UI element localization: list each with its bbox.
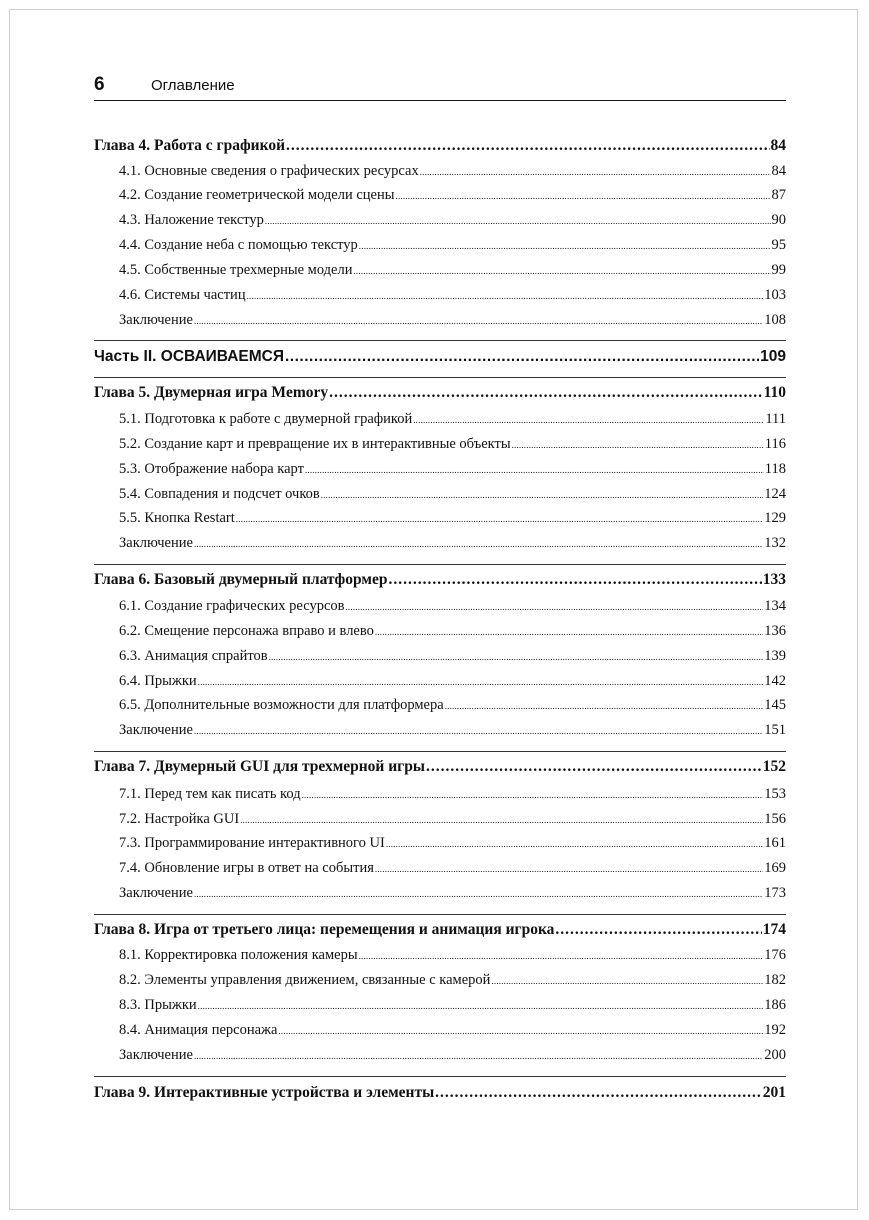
toc-entry-page: 108 (764, 312, 786, 328)
toc-conclusion-7[interactable] (119, 885, 786, 907)
toc-entry-title: Заключение (119, 722, 193, 738)
dot-leader (426, 758, 762, 776)
toc-entry-page: 161 (764, 835, 786, 851)
toc-entry-title: Глава 8. Игра от третьего лица: перемещения и анимация игрока (94, 921, 555, 938)
dot-leader (359, 237, 771, 254)
dot-leader (194, 312, 763, 329)
toc-entry-title: 4.4. Создание неба с помощью текстур (119, 237, 358, 253)
dot-leader (305, 461, 764, 478)
toc-entry-title: 4.3. Наложение текстур (119, 212, 264, 228)
toc-section-6-5[interactable] (119, 697, 786, 719)
toc-entry-page: 176 (764, 947, 786, 963)
toc-entry-page: 95 (771, 237, 786, 253)
dot-leader (375, 860, 763, 877)
toc-entry-title: 8.2. Элементы управления движением, связанные с камерой (119, 972, 491, 988)
dot-leader (265, 212, 771, 229)
dot-leader (435, 1084, 762, 1102)
toc-section-6-3[interactable] (119, 648, 786, 670)
toc-conclusion-8[interactable] (119, 1047, 786, 1069)
toc-section-6-4[interactable] (119, 673, 786, 695)
toc-section-6-1[interactable] (119, 598, 786, 620)
toc-entry-title: 6.4. Прыжки (119, 673, 197, 689)
dot-leader (555, 921, 761, 939)
toc-entry-page: 139 (764, 648, 786, 664)
dot-leader (198, 673, 764, 690)
toc-section-4-3[interactable] (119, 212, 786, 234)
toc-entry-page: 136 (764, 623, 786, 639)
toc-entry-title: 7.2. Настройка GUI (119, 811, 240, 827)
dot-leader (329, 384, 762, 402)
toc-entry-page: 84 (771, 163, 786, 179)
dot-leader (420, 163, 771, 180)
toc-entry-title: 6.3. Анимация спрайтов (119, 648, 268, 664)
toc-section-7-4[interactable] (119, 860, 786, 882)
toc-section-4-4[interactable] (119, 237, 786, 259)
dot-leader (247, 287, 764, 304)
toc-entry-title: Глава 7. Двумерный GUI для трехмерной игры (94, 758, 425, 775)
toc-entry-page: 99 (771, 262, 786, 278)
dot-leader (445, 697, 764, 714)
dot-leader (491, 972, 763, 989)
toc-entry-title: Заключение (119, 1047, 193, 1063)
toc-section-7-2[interactable] (119, 811, 786, 833)
dot-leader (353, 262, 770, 279)
toc-entry-page: 84 (770, 137, 786, 154)
toc-section-7-1[interactable] (119, 786, 786, 808)
toc-entry-title: 7.1. Перед тем как писать код (119, 786, 301, 802)
divider (94, 340, 786, 341)
dot-leader (302, 786, 764, 803)
dot-leader (388, 571, 761, 589)
toc-section-8-4[interactable] (119, 1022, 786, 1044)
toc-entry-title: 8.1. Корректировка положения камеры (119, 947, 358, 963)
dot-leader (286, 137, 769, 155)
toc-entry-page: 111 (765, 411, 786, 427)
toc-entry-page: 87 (771, 187, 786, 203)
toc-entry-title: 5.5. Кнопка Restart (119, 510, 235, 526)
dot-leader (413, 411, 764, 428)
divider (94, 1076, 786, 1077)
toc-entry-page: 145 (764, 697, 786, 713)
toc-section-5-2[interactable] (119, 436, 786, 458)
dot-leader (194, 885, 763, 902)
toc-chapter-9[interactable] (94, 1084, 786, 1106)
toc-entry-page: 152 (762, 758, 786, 775)
page-header (94, 72, 786, 101)
toc-entry-page: 151 (764, 722, 786, 738)
toc-section-4-1[interactable] (119, 163, 786, 185)
toc-entry-page: 103 (764, 287, 786, 303)
toc-section-8-2[interactable] (119, 972, 786, 994)
toc-section-7-3[interactable] (119, 835, 786, 857)
toc-entry-title: 4.1. Основные сведения о графических ресурсах (119, 163, 419, 179)
toc-entry-title: 5.4. Совпадения и подсчет очков (119, 486, 320, 502)
toc-entry-page: 116 (764, 436, 786, 452)
toc-entry-page: 90 (771, 212, 786, 228)
toc-section-4-2[interactable] (119, 187, 786, 209)
toc-entry-title: 4.5. Собственные трехмерные модели (119, 262, 353, 278)
dot-leader (386, 835, 763, 852)
toc-entry-title: Заключение (119, 535, 193, 551)
toc-section-4-5[interactable] (119, 262, 786, 284)
dot-leader (321, 486, 764, 503)
toc-chapter-7[interactable] (94, 758, 786, 780)
toc-entry-page: 124 (764, 486, 786, 502)
toc-entry-title: 4.2. Создание геометрической модели сцены (119, 187, 395, 203)
toc-entry-title: 6.2. Смещение персонажа вправо и влево (119, 623, 374, 639)
toc-entry-title: 6.1. Создание графических ресурсов (119, 598, 345, 614)
toc-entry-page: 133 (762, 571, 786, 588)
toc-entry-title: 7.3. Программирование интерактивного UI (119, 835, 385, 851)
toc-entry-title: 5.2. Создание карт и превращение их в интерактивные объекты (119, 436, 511, 452)
dot-leader (194, 722, 763, 739)
dot-leader (285, 348, 759, 366)
toc-entry-page: 182 (764, 972, 786, 988)
dot-leader (236, 510, 763, 527)
toc-section-5-5[interactable] (119, 510, 786, 532)
toc-section-4-6[interactable] (119, 287, 786, 309)
toc-part-2[interactable] (94, 348, 786, 370)
toc-chapter-6[interactable] (94, 571, 786, 593)
toc-conclusion-4[interactable] (119, 312, 786, 334)
toc-entry-title: Заключение (119, 885, 193, 901)
dot-leader (240, 811, 763, 828)
dot-leader (359, 947, 764, 964)
toc-entry-page: 109 (760, 348, 786, 365)
toc-entry-page: 134 (764, 598, 786, 614)
toc-entry-title: Заключение (119, 312, 193, 328)
toc-entry-title: 5.1. Подготовка к работе с двумерной графикой (119, 411, 413, 427)
dot-leader (278, 1022, 763, 1039)
toc-entry-page: 153 (764, 786, 786, 802)
toc-chapter-8[interactable] (94, 921, 786, 943)
toc-entry-page: 132 (764, 535, 786, 551)
toc-chapter-5[interactable] (94, 384, 786, 406)
toc-entry-page: 118 (764, 461, 786, 477)
toc-entry-title: Глава 5. Двумерная игра Memory (94, 384, 329, 401)
dot-leader (396, 187, 771, 204)
toc-conclusion-5[interactable] (119, 535, 786, 557)
toc-entry-title: 4.6. Системы частиц (119, 287, 246, 303)
toc-entry-page: 200 (764, 1047, 786, 1063)
toc-conclusion-6[interactable] (119, 722, 786, 744)
toc-entry-page: 110 (763, 384, 786, 401)
toc-section-8-1[interactable] (119, 947, 786, 969)
dot-leader (269, 648, 764, 665)
toc-section-6-2[interactable] (119, 623, 786, 645)
toc-entry-title: 7.4. Обновление игры в ответ на события (119, 860, 374, 876)
toc-entry-page: 186 (764, 997, 786, 1013)
dot-leader (194, 535, 763, 552)
toc-entry-page: 142 (764, 673, 786, 689)
page-number: 6 (94, 74, 105, 95)
dot-leader (375, 623, 763, 640)
divider (94, 377, 786, 378)
toc-section-5-1[interactable] (119, 411, 786, 433)
toc-entry-page: 201 (762, 1084, 786, 1101)
toc-entry-title: Глава 4. Работа с графикой (94, 137, 286, 154)
dot-leader (512, 436, 764, 453)
toc-entry-page: 156 (764, 811, 786, 827)
dot-leader (198, 997, 764, 1014)
toc-entry-title: Глава 9. Интерактивные устройства и элементы (94, 1084, 435, 1101)
toc-entry-title: 8.3. Прыжки (119, 997, 197, 1013)
toc-entry-title: 5.3. Отображение набора карт (119, 461, 304, 477)
toc-section-5-4[interactable] (119, 486, 786, 508)
toc-entry-page: 174 (762, 921, 786, 938)
dot-leader (345, 598, 763, 615)
running-title: Оглавление (151, 77, 235, 94)
dot-leader (194, 1047, 763, 1064)
toc-section-5-3[interactable] (119, 461, 786, 483)
toc-entry-page: 173 (764, 885, 786, 901)
toc-entry-title: Часть II. ОСВАИВАЕМСЯ (94, 348, 284, 365)
divider (94, 751, 786, 752)
toc-chapter-4[interactable] (94, 137, 786, 159)
toc-entry-page: 192 (764, 1022, 786, 1038)
toc-entry-title: 6.5. Дополнительные возможности для платформера (119, 697, 444, 713)
toc-entry-title: 8.4. Анимация персонажа (119, 1022, 278, 1038)
toc-entry-title: Глава 6. Базовый двумерный платформер (94, 571, 388, 588)
divider (94, 564, 786, 565)
toc-entry-page: 169 (764, 860, 786, 876)
toc-section-8-3[interactable] (119, 997, 786, 1019)
toc-entry-page: 129 (764, 510, 786, 526)
divider (94, 914, 786, 915)
